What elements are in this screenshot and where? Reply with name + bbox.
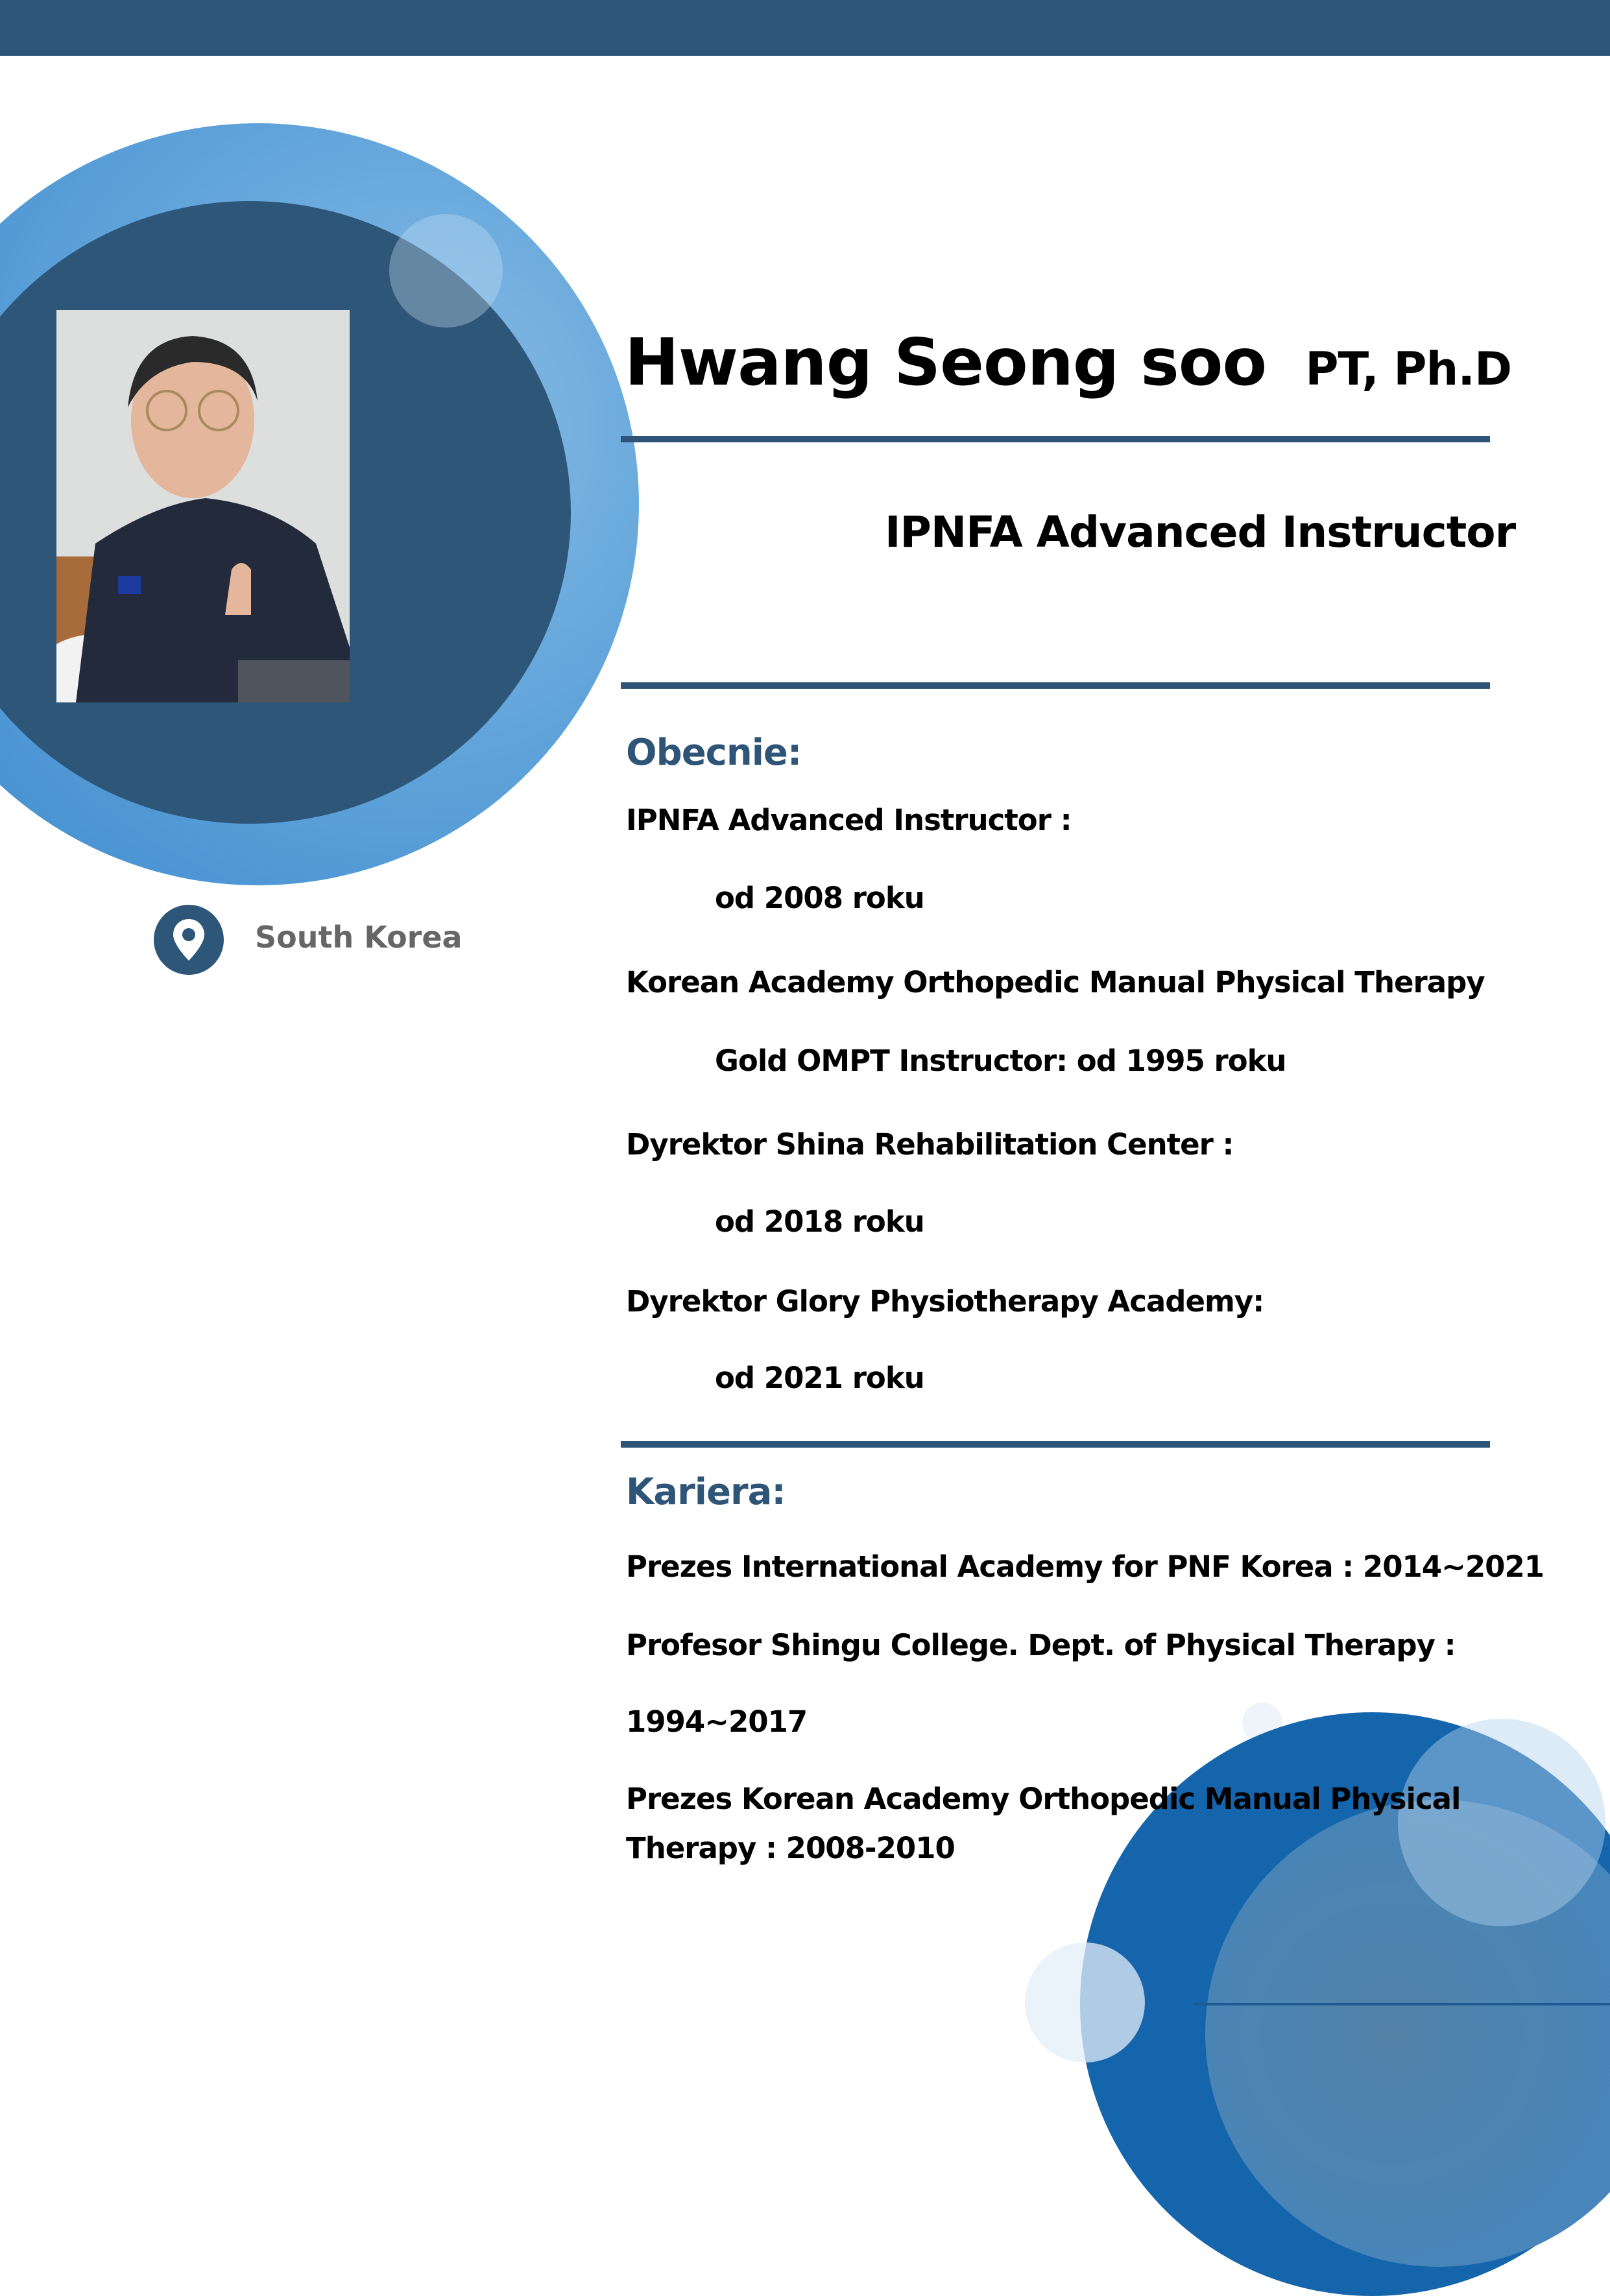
current-item: IPNFA Advanced Instructor :: [626, 803, 1072, 837]
decorative-bubble: [1398, 1719, 1605, 1926]
section-heading-current: Obecnie:: [626, 732, 802, 774]
current-item: Korean Academy Orthopedic Manual Physical Therapy: [626, 965, 1485, 999]
current-item: Gold OMPT Instructor: od 1995 roku: [715, 1044, 1286, 1078]
job-title: IPNFA Advanced Instructor: [885, 507, 1516, 557]
location-label: South Korea: [255, 920, 463, 955]
map-pin-icon: [154, 905, 224, 975]
current-item: Dyrektor Glory Physiotherapy Academy:: [626, 1284, 1264, 1319]
profile-photo: [56, 310, 350, 702]
career-item: Prezes Korean Academy Orthopedic Manual Physical: [626, 1782, 1461, 1816]
decorative-bubble: [1025, 1943, 1145, 2063]
current-item: Dyrektor Shina Rehabilitation Center :: [626, 1127, 1234, 1162]
career-item: Prezes International Academy for PNF Korea : 2014~2021: [626, 1549, 1544, 1584]
location-badge: [154, 905, 224, 975]
divider: [621, 682, 1490, 689]
divider: [621, 1441, 1490, 1448]
decorative-line: [1194, 2003, 1610, 2005]
full-name: Hwang Seong soo: [625, 324, 1267, 400]
career-item: Profesor Shingu College. Dept. of Physical Therapy :: [626, 1628, 1456, 1662]
top-header-bar: [0, 0, 1610, 56]
current-item: od 2008 roku: [715, 881, 924, 915]
degree: PT, Ph.D: [1305, 342, 1512, 396]
portrait-illustration: [56, 310, 350, 702]
career-item: Therapy : 2008-2010: [626, 1831, 955, 1865]
person-name: [625, 324, 1511, 400]
divider: [621, 436, 1490, 442]
decorative-bubble: [389, 214, 503, 328]
current-item: od 2021 roku: [715, 1361, 924, 1395]
section-heading-career: Kariera:: [626, 1471, 786, 1513]
career-item: 1994~2017: [626, 1704, 808, 1739]
current-item: od 2018 roku: [715, 1204, 924, 1239]
